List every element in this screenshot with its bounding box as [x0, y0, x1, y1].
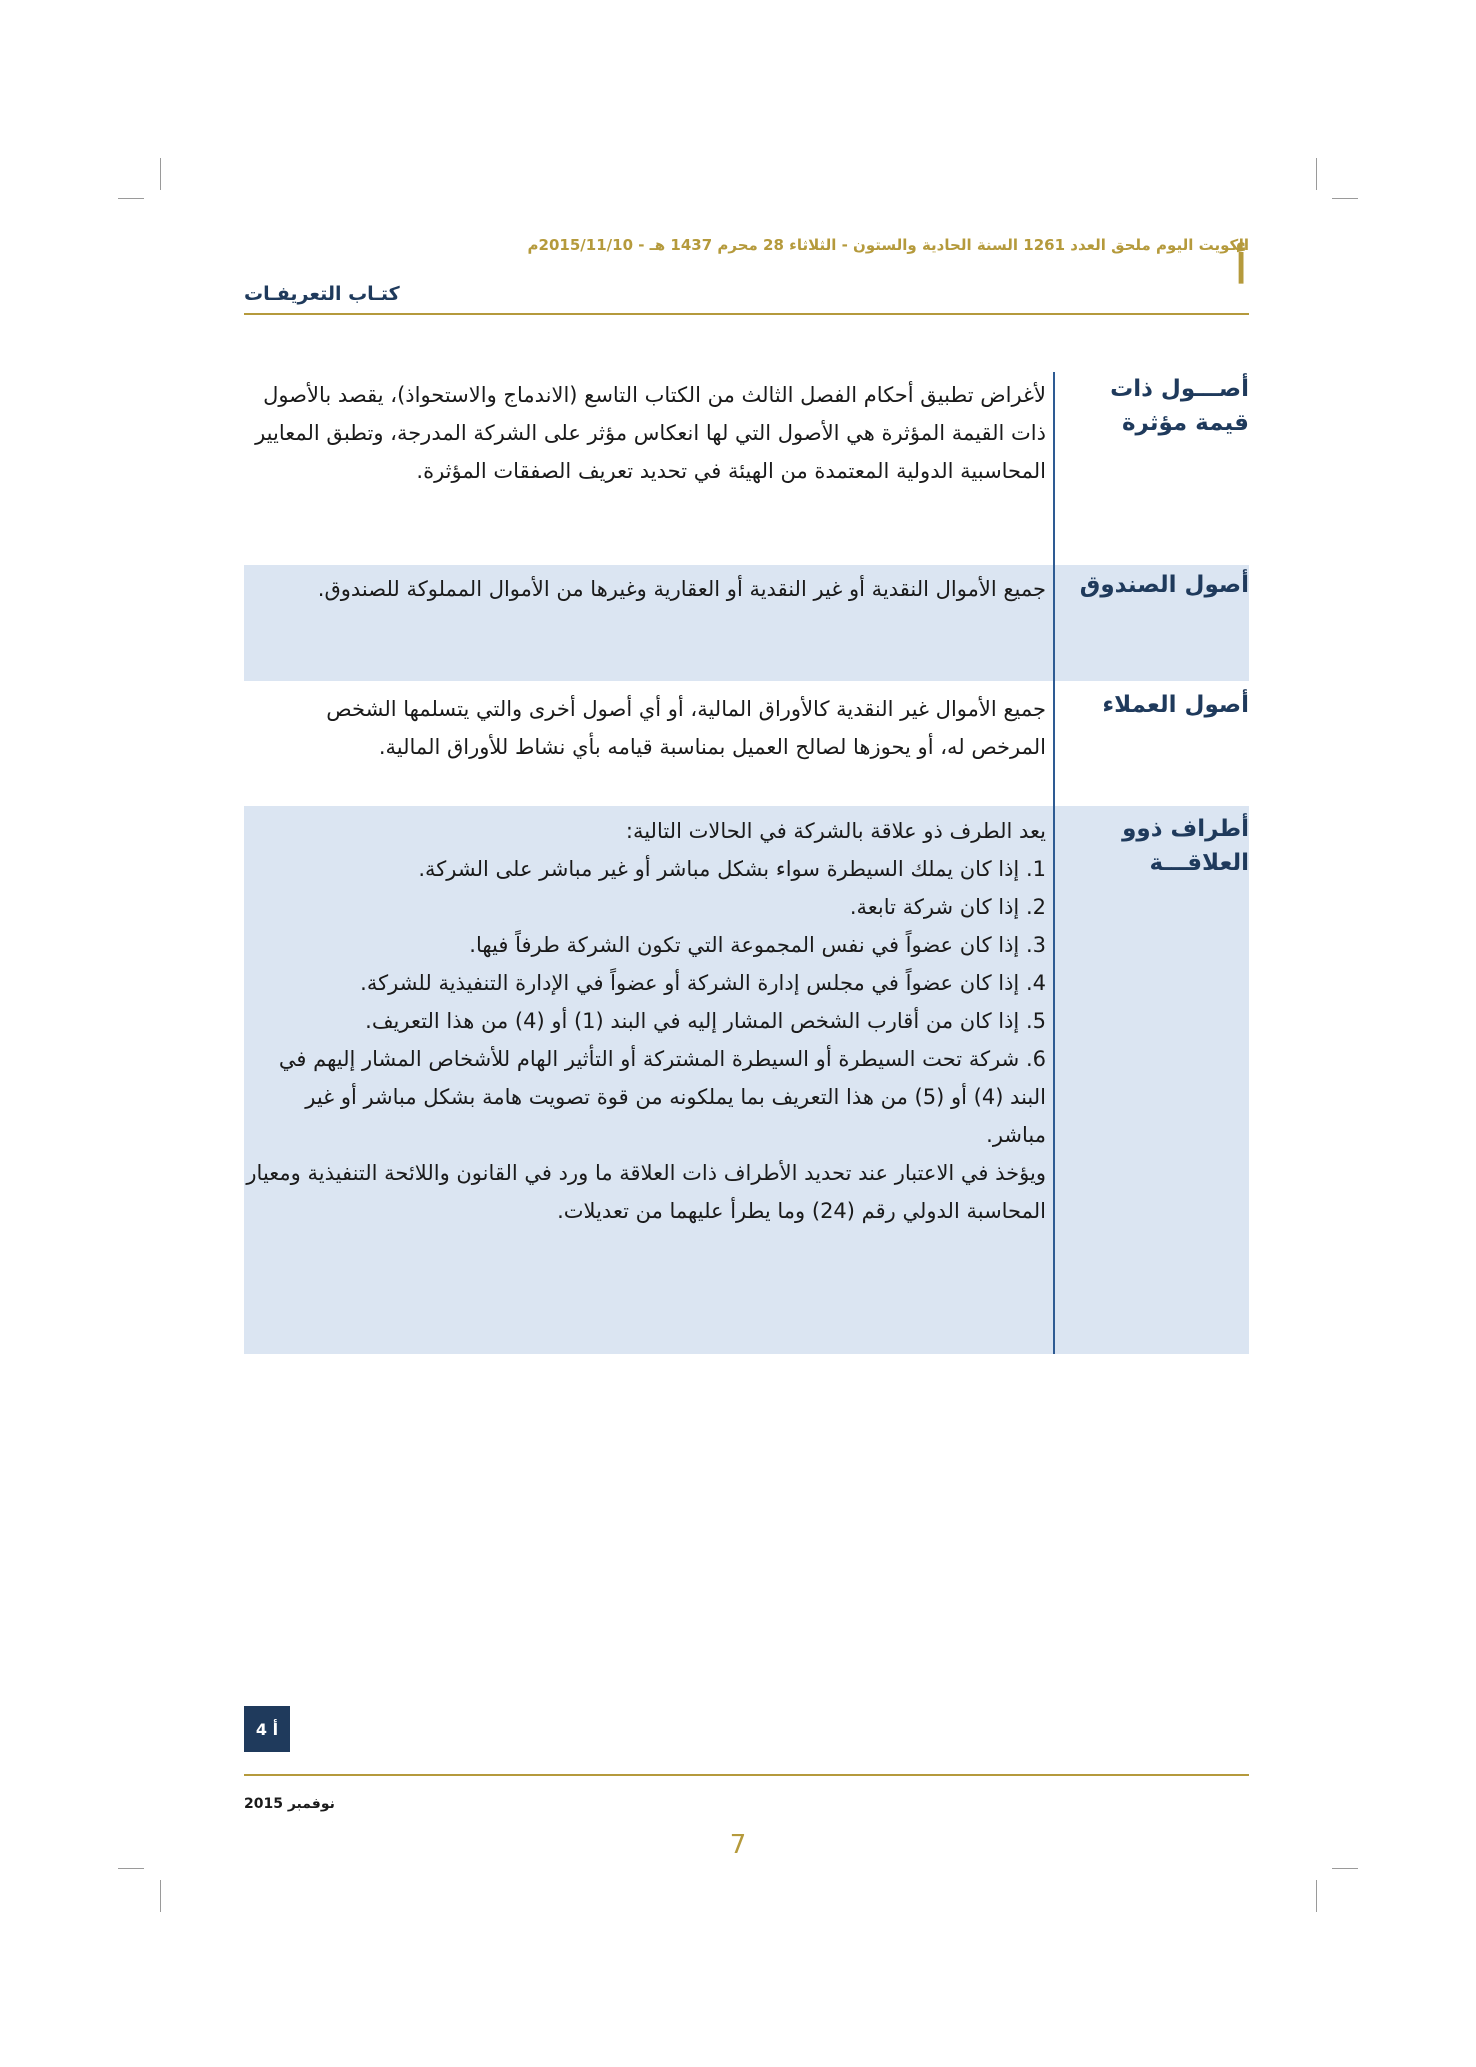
footer-rule — [244, 1774, 1249, 1776]
term-fund-assets: أصول الصندوق — [1079, 572, 1249, 598]
issue-month: نوفمبر 2015 — [244, 1796, 335, 1812]
column-divider — [1053, 372, 1055, 1354]
list-item: 6. شركة تحت السيطرة أو السيطرة المشتركة أو التأثير الهام للأشخاص المشار إليهم في البند (4) أو (5) من هذا التعريف بما يملكونه من قوة تصويت هامة بشكل مباشر أو غير مباشر. — [278, 1047, 1046, 1147]
crop-mark — [118, 198, 144, 199]
crop-mark — [1332, 1868, 1358, 1869]
definition-client-assets — [246, 690, 1046, 766]
book-title: كتـاب التعريفـات — [244, 283, 400, 305]
list-item: 5. إذا كان من أقارب الشخص المشار إليه في البند (1) أو (4) من هذا التعريف. — [365, 1009, 1046, 1033]
definition-related-parties — [246, 812, 1046, 1230]
list-item: 1. إذا كان يملك السيطرة سواء بشكل مباشر أو غير مباشر على الشركة. — [418, 857, 1046, 881]
list-item: 4. إذا كان عضواً في مجلس إدارة الشركة أو عضواً في الإدارة التنفيذية للشركة. — [360, 971, 1046, 995]
definition-closing: ويؤخذ في الاعتبار عند تحديد الأطراف ذات العلاقة ما ورد في القانون واللائحة التنفيذية ومعيار المحاسبة الدولي رقم (24) وما يطرأ عليهما من تعديلات. — [246, 1161, 1046, 1223]
header-rule — [244, 313, 1249, 315]
gazette-header-line: الكويت اليوم ملحق العدد 1261 السنة الحادية والستون - الثلاثاء 28 محرم 1437 هـ - 2015/11/10م — [527, 236, 1249, 254]
definition-text: لأغراض تطبيق أحكام الفصل الثالث من الكتاب التاسع (الاندماج والاستحواذ)، يقصد بالأصول ذات القيمة المؤثرة هي الأصول التي لها انعكاس مؤثر على الشركة المدرجة، وتطبق المعايير المحاسبية الدولية المعتمدة من الهيئة في تحديد تعريف الصفقات المؤثرة. — [255, 383, 1046, 483]
definition-intro: يعد الطرف ذو علاقة بالشركة في الحالات التالية: — [625, 819, 1046, 843]
crop-mark — [160, 158, 161, 190]
crop-mark — [1332, 198, 1358, 199]
section-letter: أ — [1235, 246, 1247, 293]
crop-mark — [1316, 158, 1317, 190]
definition-significant-assets — [246, 376, 1046, 490]
list-item: 3. إذا كان عضواً في نفس المجموعة التي تكون الشركة طرفاً فيها. — [469, 933, 1046, 957]
term-significant-assets: أصـــول ذات قيمة مؤثرة — [1110, 376, 1249, 436]
page-badge: أ 4 — [244, 1706, 290, 1752]
term-client-assets: أصول العملاء — [1102, 692, 1249, 718]
definition-text: جميع الأموال النقدية أو غير النقدية أو العقارية وغيرها من الأموال المملوكة للصندوق. — [317, 577, 1046, 601]
crop-mark — [118, 1868, 144, 1869]
crop-mark — [160, 1880, 161, 1912]
list-item: 2. إذا كان شركة تابعة. — [849, 895, 1046, 919]
term-related-parties: أطراف ذوو العلاقـــة — [1122, 816, 1249, 876]
definition-text: جميع الأموال غير النقدية كالأوراق المالية، أو أي أصول أخرى والتي يتسلمها الشخص المرخص له، أو يحوزها لصالح العميل بمناسبة قيامه بأي نشاط للأوراق المالية. — [326, 697, 1046, 759]
page-number: 7 — [729, 1830, 747, 1860]
crop-mark — [1316, 1880, 1317, 1912]
definition-fund-assets — [246, 570, 1046, 608]
